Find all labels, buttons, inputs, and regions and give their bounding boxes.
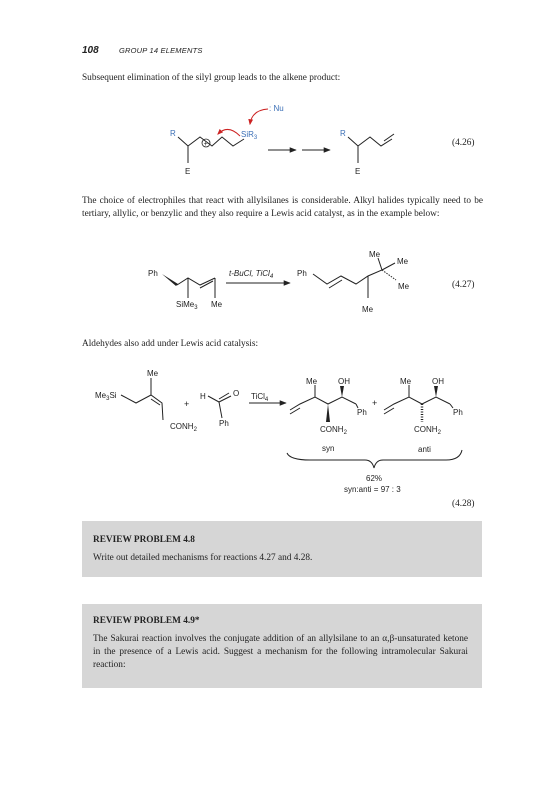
syn-conh2: $CONH_2$ <box>320 425 347 436</box>
eq-number-4-28: (4.28) <box>452 499 475 509</box>
quat-me3 <box>382 270 396 280</box>
h-label: H <box>200 392 206 401</box>
syn-oh-wedge <box>340 386 344 397</box>
review-problem-4-9-text: The Sakurai reaction involves the conjugate addition of an allylsilane to an α,β-unsaturated ketone in the presence of a Lewis acid. Suggest a mechanism for the following intramolecular Sakurai reaction: <box>93 634 468 670</box>
me-bottom: Me <box>362 305 374 314</box>
nu-label: : Nu <box>269 104 284 113</box>
anti-oh: OH <box>432 377 444 386</box>
anti-conh2: $CONH_2$ <box>414 425 441 436</box>
page-number: 108 <box>82 45 99 56</box>
wedge-ph <box>162 274 178 286</box>
right-chain <box>348 137 392 146</box>
product-brace <box>287 450 462 468</box>
r-right: R <box>340 129 346 138</box>
ph-right: Ph <box>297 269 307 278</box>
eq-number-4-27: (4.27) <box>452 280 475 290</box>
anti-ph: Ph <box>453 408 463 417</box>
ph-left: Ph <box>148 269 158 278</box>
e-left: E <box>185 167 191 176</box>
conh2-left: $CONH_2$ <box>170 422 197 433</box>
review-problem-4-9-title: REVIEW PROBLEM 4.9* <box>93 616 200 626</box>
paragraph-aldehydes: Aldehydes also add under Lewis acid catalysis: <box>82 339 259 349</box>
carbocation-plus: + <box>203 141 208 148</box>
quat-me2 <box>382 263 395 270</box>
me-top3: Me <box>398 282 410 291</box>
syn-conh2-wedge <box>326 404 330 422</box>
ph-ald: Ph <box>219 419 229 428</box>
paragraph-elimination: Subsequent elimination of the silyl group leads to the alkene product: <box>82 73 341 83</box>
plus-2: + <box>372 398 378 408</box>
anti-oh-wedge <box>434 386 438 397</box>
review-problem-4-9 <box>82 604 482 688</box>
reagent-4-27: t-BuCl, TiCl$_4$ <box>229 269 274 280</box>
ph-ald-bond <box>219 402 222 418</box>
right-backbone <box>313 270 382 284</box>
me-left: Me <box>211 300 223 309</box>
scheme-4-26 <box>0 100 558 180</box>
allylsilane-chain <box>121 395 163 420</box>
quat-me1 <box>378 258 382 270</box>
scheme-4-27 <box>0 240 558 320</box>
e-right: E <box>355 167 361 176</box>
yield-label: 62% <box>366 474 383 483</box>
me3si-label: $Me_3Si$ <box>95 391 117 402</box>
r-left: R <box>170 129 176 138</box>
paragraph-electrophiles: The choice of electrophiles that react with allylsilanes is considerable. Alkyl halides typically need to be tertiary, allylic, or benzylic and they also require a Lewis acid catalyst, as in the example below: <box>82 196 483 219</box>
me-top1: Me <box>369 250 381 259</box>
bond-curly-arrow <box>218 129 240 136</box>
syn-oh: OH <box>338 377 350 386</box>
anti-me: Me <box>400 377 412 386</box>
allylsilane-double <box>151 399 160 405</box>
anti-label: anti <box>418 445 431 454</box>
right-vinyl-double <box>384 134 394 141</box>
sir3-label: SiR$_3$ <box>241 130 258 141</box>
syn-me: Me <box>306 377 318 386</box>
me-top2: Me <box>397 257 409 266</box>
left-chain <box>178 137 244 146</box>
plus-1: + <box>184 399 190 409</box>
left-backbone <box>177 278 215 285</box>
o-label: O <box>233 389 240 398</box>
syn-ph: Ph <box>357 408 367 417</box>
review-problem-4-8-title: REVIEW PROBLEM 4.8 <box>93 535 195 545</box>
reagent-4-28: TiCl$_4$ <box>251 392 269 403</box>
sime3-label: SiMe$_3$ <box>176 300 198 311</box>
running-head: GROUP 14 ELEMENTS <box>119 46 203 55</box>
ratio-label: syn:anti = 97 : 3 <box>344 485 401 494</box>
eq-number-4-26: (4.26) <box>452 138 475 148</box>
scheme-4-28 <box>0 365 558 510</box>
review-problem-4-8-text: Write out detailed mechanisms for reactions 4.27 and 4.28. <box>93 553 313 563</box>
syn-label: syn <box>322 444 335 453</box>
nu-curly-arrow <box>250 109 268 124</box>
review-problem-4-8 <box>82 521 482 577</box>
me-top: Me <box>147 369 159 378</box>
